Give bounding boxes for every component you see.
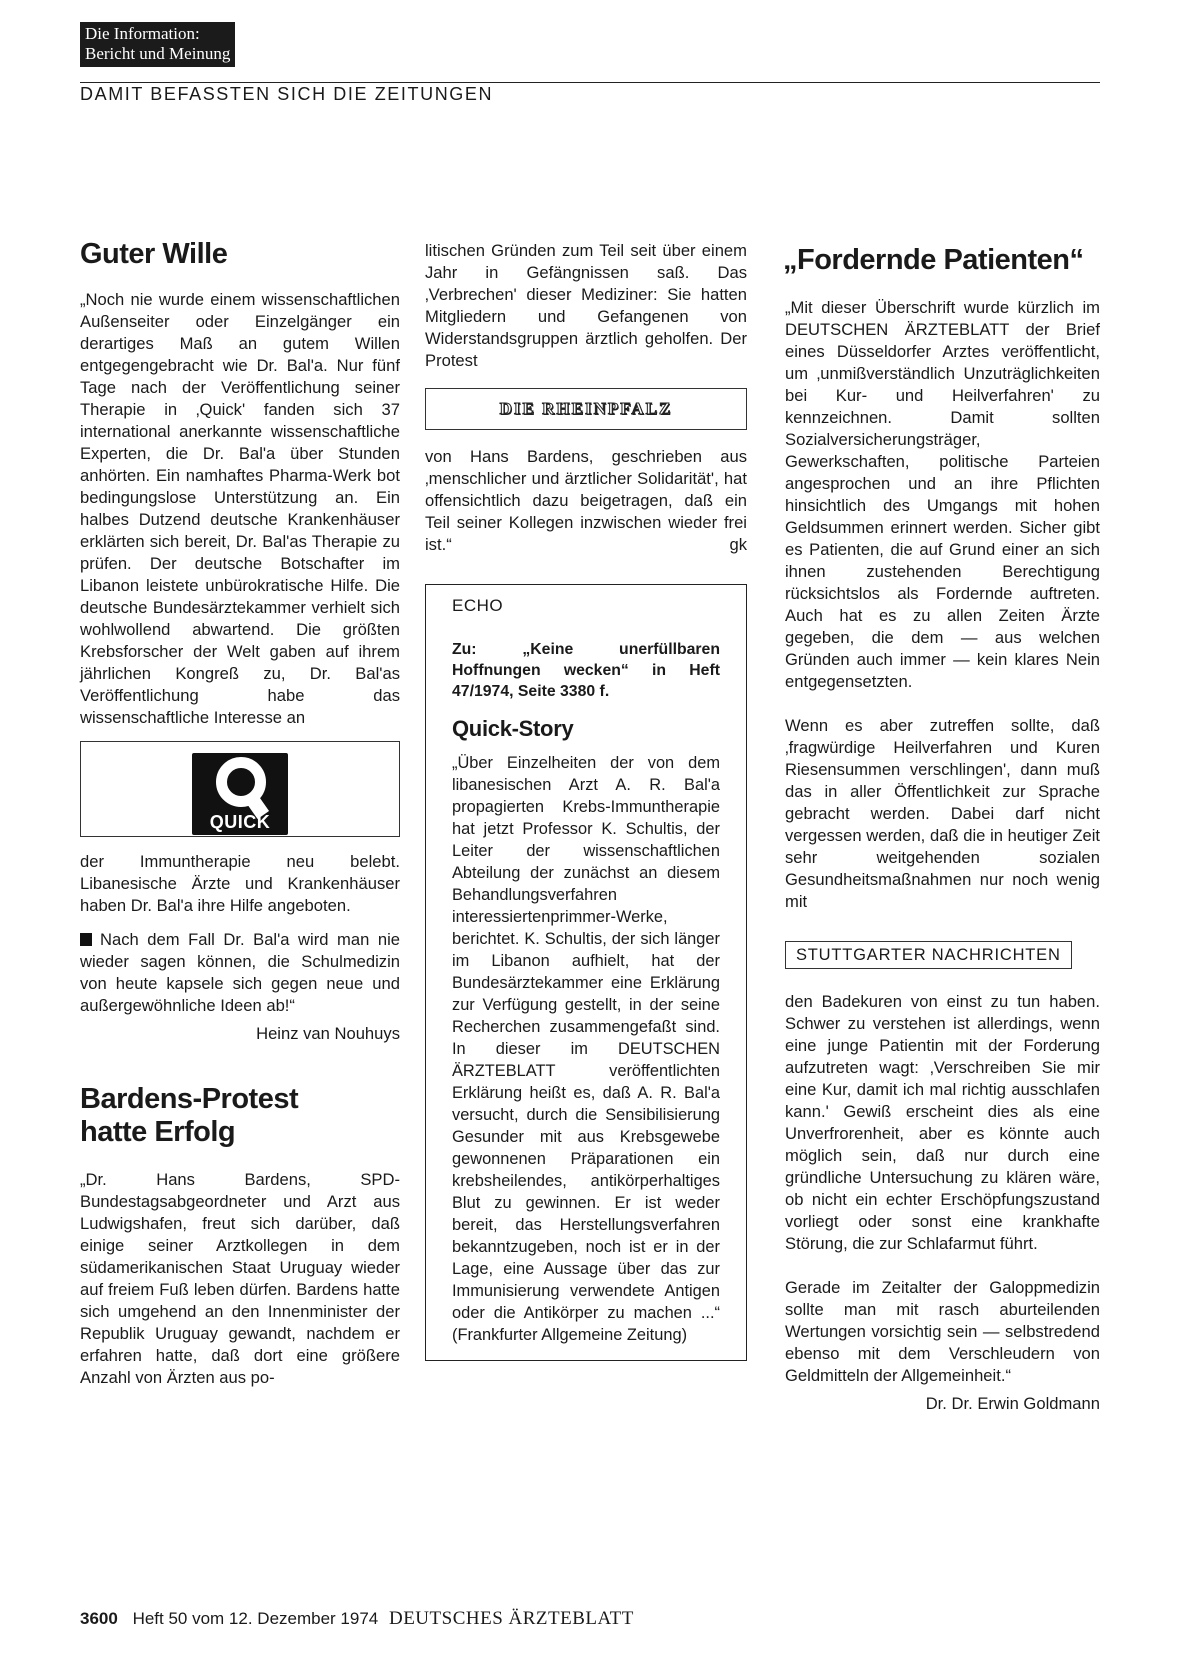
page-number: 3600 — [80, 1609, 118, 1628]
column-middle — [425, 240, 747, 1361]
section-tag-line1: Die Information: — [85, 24, 200, 43]
article-paragraph-text: Nach dem Fall Dr. Bal'a wird man nie wieder sagen können, die Schulmedizin von heute kapsele sich gegen neue und außergewöhnliche Ideen ab!“ — [80, 930, 400, 1015]
echo-box — [425, 584, 747, 1361]
article-author: Dr. Dr. Erwin Goldmann — [925, 1394, 1100, 1413]
rheinpfalz-logo-box — [425, 388, 747, 430]
article-paragraph: Wenn es aber zutreffen sollte, daß ‚fragwürdige Heilverfahren und Kuren Riesensummen verschlingen', dann muß das in aller Öffentlichkeit zur Sprache gebracht werden. Dabei darf nicht vergessen werden, daß die in heutiger Zeit sehr weitgehenden sozialen Gesundheitsmaßnahmen nur noch wenig mit — [785, 716, 1100, 911]
header-rule — [80, 82, 1100, 83]
article-paragraph: „Noch nie wurde einem wissenschaftlichen Außenseiter oder Einzelgänger ein derartiges Maß an gutem Willen entgegengebracht wie Dr. Bal'a. Nur fünf Tage nach der Veröffentlichung seiner Therapie in ‚Quick' fanden sich 37 international anerkannte wissenschaftliche Experten, die Dr. Bal'a über Stunden anhörten. Ein namhaftes Pharma-Werk bot bedingungslose Unterstützung an. Ein halbes Dutzend deutsche Krankenhäuser erklärten sich bereit, Dr. Bal'as Therapie zu prüfen. Der deutsche Botschafter im Libanon leistete unbürokratische Hilfe. Die deutsche Bundesärztekammer verhielt sich wohlwollend abwartend. Die größten Krebsforscher der Welt gaben auf ihrem jährlichen Kongreß zu, Dr. Bal'as Veröffentlichung habe das wissenschaftliche Interesse an — [80, 290, 400, 727]
article-title-fordernde-patienten: „Fordernde Patienten“ — [783, 244, 1084, 276]
quick-logo-box — [80, 741, 400, 837]
article-title-guter-wille: Guter Wille — [80, 238, 228, 270]
article-title-line: hatte Erfolg — [80, 1116, 236, 1148]
stuttgarter-nachrichten-logo: STUTTGARTER NACHRICHTEN — [785, 941, 1072, 969]
section-tag-line2: Bericht und Meinung — [85, 44, 231, 63]
quick-logo-text: QUICK — [209, 812, 271, 832]
echo-label: ECHO — [452, 596, 504, 615]
article-paragraph: „Mit dieser Überschrift wurde kürzlich im DEUTSCHEN ÄRZTEBLATT der Brief eines Düsseldorfer Arztes veröffentlicht, um ‚unmißverständlich Unzuträglichkeiten bei Kur- und Heilverfahren' zu kennzeichnen. Damit sollten Sozialversicherungsträger, Gewerkschaften, politische Parteien angesprochen und an ihre Pflichten hinsichtlich des Umgangs mit hohen Geldsummen erinnert werden. Sicher gibt es Patienten, die auf Grund einer an sich ihnen zustehenden Berechtigung rücksichtslos als Fordernde auftreten. Auch hat es zu allen Zeiten Ärzte gegeben, die dem — aus welchen Gründen auch immer — kein klares Nein entgegensetzten. — [785, 298, 1100, 691]
journal-name: DEUTSCHES ÄRZTEBLATT — [388, 1608, 634, 1629]
rheinpfalz-logo: DIE RHEINPFALZ — [499, 399, 673, 418]
column-right — [785, 244, 1100, 1415]
article-paragraph-marked — [80, 929, 400, 1017]
article-author: gk — [729, 535, 747, 554]
quick-logo — [192, 753, 288, 835]
article-title-line: Bardens-Protest — [80, 1083, 299, 1115]
section-title: DAMIT BEFASSTEN SICH DIE ZEITUNGEN — [80, 84, 494, 104]
article-paragraph: von Hans Bardens, geschrieben aus ‚menschlicher und ärztlicher Solidarität', hat offensichtlich dazu beigetragen, daß ein Teil seiner Kollegen inzwischen wieder frei ist.“ — [425, 447, 747, 554]
article-paragraph: der Immuntherapie neu belebt. Libanesische Ärzte und Krankenhäuser haben Dr. Bal'a ihre Hilfe angeboten. — [80, 852, 400, 915]
article-paragraph: „Dr. Hans Bardens, SPD-Bundestagsabgeordneter und Arzt aus Ludwigshafen, freut sich darüber, daß einige seiner Arztkollegen in dem südamerikanischen Staat Uruguay wieder auf freiem Fuß leben dürfen. Bardens hatte sich umgehend an den Innenminister der Republik Uruguay gewandt, nachdem er erfahren hatte, daß dort eine größere Anzahl von Ärzten aus po- — [80, 1170, 400, 1387]
article-paragraph: litischen Gründen zum Teil seit über einem Jahr in Gefängnissen saß. Das ‚Verbrechen' dieser Mediziner: Sie hatten Mitgliedern und Gefangenen von Widerstandsgruppen ärztlich geholfen. Der Protest — [425, 241, 747, 370]
article-paragraph: Gerade im Zeitalter der Galoppmedizin sollte man mit rasch aburteilenden Wertungen vorsichtig sein — selbstredend ebenso mit dem Verschleudern von Geldmitteln der Allgemeinheit.“ — [785, 1278, 1100, 1385]
echo-title: Quick-Story — [452, 716, 574, 741]
page-footer — [80, 1608, 634, 1630]
column-left — [80, 234, 400, 1389]
echo-text: „Über Einzelheiten der von dem libanesischen Arzt A. R. Bal'a propagierten Krebs-Immuntherapie hat jetzt Professor K. Schultis, der Leiter der wissenschaftlichen Abteilung der zunächst an diesem Behandlungsverfahren interessiertenprimmer-Werke, berichtet. K. Schultis, der sich länger im Libanon aufhielt, hat der Bundesärztekammer eine Erklärung zur Verfügung gestellt, in der seine Recherchen zusammengefaßt sind. In dieser im DEUTSCHEN ÄRZTEBLATT veröffentlichten Erklärung heißt es, daß A. R. Bal'a versucht, durch die Sensibilisierung Gesunder mit aus Krebsgewebe gewonnenen Präparationen ein krebsheilendes, antikörperhaltiges Blut zu gewinnen. Er ist weder bereit, das Herstellungsverfahren bekanntzugeben, noch ist er in der Lage, eine Aussage über das zur Immunisierung verwendete Antigen oder die Antikörper zu machen ...“ (Frankfurter Allgemeine Zeitung) — [452, 754, 720, 1344]
square-bullet-icon — [80, 933, 92, 946]
article-paragraph: den Badekuren von einst zu tun haben. Schwer zu verstehen ist allerdings, wenn eine junge Patientin mit der Forderung aufzutreten wagt: ‚Verschreiben Sie mir eine Kur, damit ich mal richtig ausschlafen kann.' Gewiß erscheint dies als eine Unverfrorenheit, aber es könnte auch möglich sein, daß nur durch eine gründliche Untersuchung zu klären wäre, ob nicht ein echter Erschöpfungszustand vorliegt oder sonst eine krankhafte Störung, die zur Schlafarmut führt. — [785, 992, 1100, 1253]
article-author: Heinz van Nouhuys — [256, 1024, 400, 1043]
issue-info: Heft 50 vom 12. Dezember 1974 — [132, 1609, 379, 1628]
echo-reference: Zu: „Keine unerfüllbaren Hoffnungen wecken“ in Heft 47/1974, Seite 3380 f. — [452, 641, 720, 700]
section-tag — [80, 22, 235, 67]
article-title-bardens — [80, 1083, 400, 1149]
